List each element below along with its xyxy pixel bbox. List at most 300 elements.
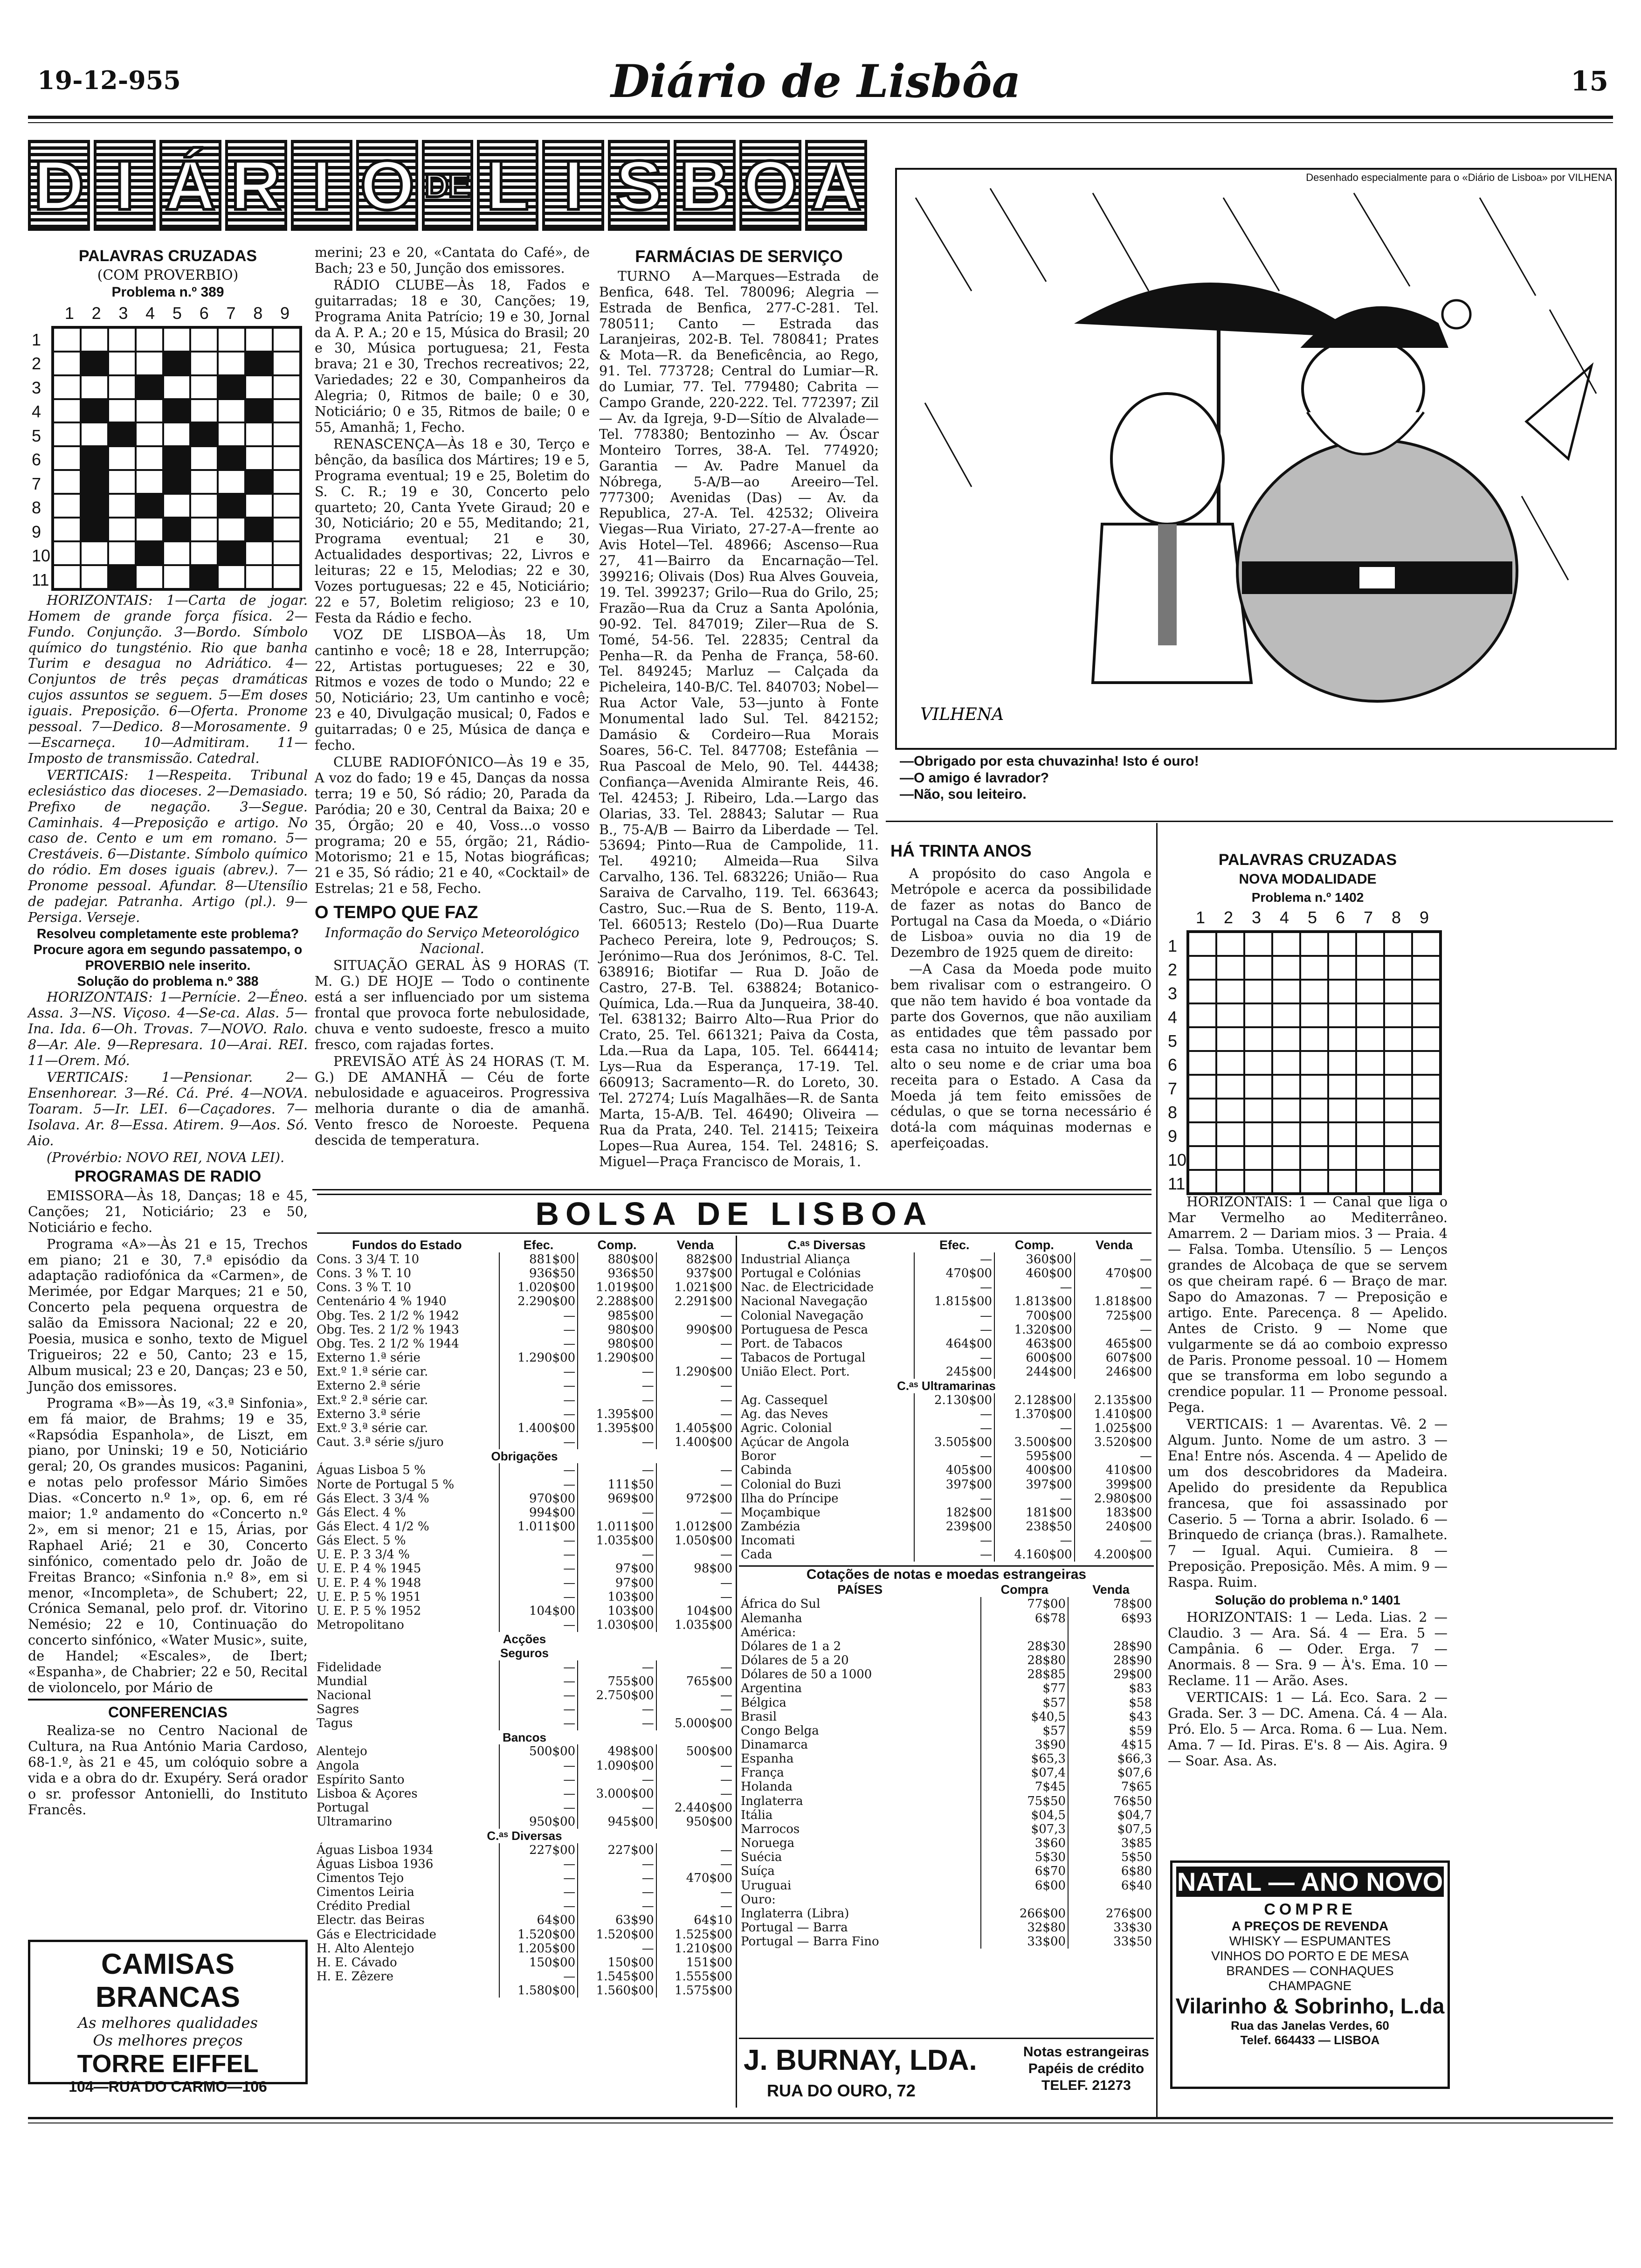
- table-cell: —: [499, 1660, 578, 1674]
- table-cell: Cada: [741, 1548, 772, 1562]
- table-row: [739, 1323, 1154, 1337]
- grid-cell: [1272, 1122, 1300, 1146]
- table-cell: Portugal e Colónias: [741, 1266, 861, 1281]
- table-cell: 63$90: [578, 1913, 656, 1927]
- crossword-1-procure: Procure agora em segundo passatempo, o PROVERBIO nele inserito.: [33, 942, 303, 973]
- table-cell: 3.000$00: [578, 1787, 656, 1801]
- bolsa-fundos-table: [315, 1238, 734, 1998]
- table-cell: 183$00: [1075, 1506, 1154, 1520]
- table-row: [739, 1520, 1154, 1534]
- table-cell: 1.813$00: [994, 1294, 1075, 1308]
- table-cell: Espanha: [741, 1752, 794, 1766]
- table-row: [315, 1871, 734, 1885]
- table-cell: —: [656, 1548, 734, 1562]
- table-cell: Externo 2.ª série: [317, 1379, 421, 1393]
- table-cell: $58: [1068, 1696, 1154, 1710]
- table-row: [739, 1266, 1154, 1280]
- table-cell: —: [656, 1478, 734, 1492]
- grid-cell: [1328, 956, 1356, 980]
- table-cell: 880$00: [578, 1252, 656, 1266]
- table-cell: —: [656, 1337, 734, 1351]
- table-cell: —: [578, 1871, 656, 1885]
- table-cell: 1.021$00: [656, 1280, 734, 1294]
- table-cell: —: [656, 1759, 734, 1773]
- ad-camisas-line3: Os melhores preços: [93, 2032, 243, 2049]
- table-cell: —: [994, 1280, 1075, 1294]
- grid-cell: [1216, 956, 1244, 980]
- table-row: [315, 1702, 734, 1716]
- table-cell: —: [499, 1534, 578, 1548]
- table-row: [315, 1815, 734, 1829]
- table-row: [739, 1463, 1154, 1477]
- grid-cell: [108, 565, 136, 589]
- table-cell: 1.035$00: [578, 1534, 656, 1548]
- table-cell: Externo 1.ª série: [317, 1351, 421, 1365]
- table-cell: Águas Lisboa 1934: [317, 1843, 434, 1857]
- table-cell: 103$00: [578, 1590, 656, 1604]
- radio-voz-lisboa: VOZ DE LISBOA—Às 18, Um cantinho e você; 18 e 28, Interrupção; 22, Artistas portugueses; 22 e 30, Ritmos e vozes de todo o Mundo; 22 e 50, Noticiário; 23, Um cantinho e você; 23 e 40, Divulgação musical; 0, Fados e guitarradas; 0 e 25, Música de dança e fecho.: [315, 627, 590, 754]
- table-row: [315, 1365, 734, 1379]
- table-cell: 28$85: [981, 1667, 1068, 1681]
- grid-cell: [1244, 1027, 1272, 1051]
- grid-cell: [1216, 1122, 1244, 1146]
- table-cell: 1.210$00: [656, 1942, 734, 1956]
- table-cell: —: [656, 1407, 734, 1421]
- table-cell: 465$00: [1075, 1337, 1154, 1351]
- ad-burnay-address: RUA DO OURO, 72: [767, 2081, 916, 2100]
- grid-cell: [1188, 1003, 1216, 1027]
- table-row: [739, 1337, 1154, 1351]
- table-row: [315, 1534, 734, 1548]
- table-row: [739, 1766, 1154, 1780]
- grid-cell: [245, 375, 273, 399]
- table-cell: —: [499, 1716, 578, 1730]
- crossword-2-sol-title: Solução do problema n.º 1401: [1215, 1593, 1400, 1608]
- table-section: Acções: [503, 1632, 546, 1646]
- grid-cell: [1244, 956, 1272, 980]
- table-cell: 3.505$00: [914, 1435, 994, 1449]
- grid-cell: [273, 565, 300, 589]
- table-row: [739, 1879, 1154, 1893]
- table-cell: 5$30: [981, 1850, 1068, 1864]
- table-cell: Congo Belga: [741, 1723, 819, 1738]
- grid-cell: [1188, 1146, 1216, 1170]
- table-header-cell: Comp.: [1014, 1238, 1054, 1252]
- grid-cell: [1300, 1122, 1328, 1146]
- grid-cell: [1412, 1099, 1440, 1122]
- ad-natal-phone: Telef. 664433 — LISBOA: [1240, 2033, 1380, 2047]
- grid-cell: [1328, 1075, 1356, 1099]
- table-row: [739, 1280, 1154, 1294]
- logo-letter: O: [356, 140, 418, 231]
- table-cell: —: [499, 1309, 578, 1323]
- ad-camisas-line2: As melhores qualidades: [78, 2014, 258, 2032]
- table-cell: 470$00: [1075, 1266, 1154, 1280]
- table-cell: $57: [981, 1696, 1068, 1710]
- table-cell: 882$00: [656, 1252, 734, 1266]
- table-row: [739, 1738, 1154, 1752]
- table-row: [739, 1850, 1154, 1864]
- table-cell: Cimentos Tejo: [317, 1871, 404, 1885]
- grid-cell: [1328, 1051, 1356, 1075]
- table-cell: 6$78: [981, 1611, 1068, 1625]
- ad-natal-l4: WHISKY — ESPUMANTES: [1229, 1934, 1391, 1948]
- grid-cell: [1244, 1146, 1272, 1170]
- table-cell: 3$60: [981, 1836, 1068, 1850]
- grid-cell: [163, 541, 191, 565]
- grid-cell: [1300, 1051, 1328, 1075]
- table-cell: Cabinda: [741, 1463, 792, 1478]
- table-cell: Obg. Tes. 2 1/2 % 1943: [317, 1322, 459, 1337]
- tempo-subtitle: Informação do Serviço Meteorológico Nacional.: [325, 925, 579, 957]
- crossword-1-solucao-title: Solução do problema n.º 388: [77, 974, 259, 989]
- logo-letter: I: [291, 140, 353, 231]
- table-cell: $07,4: [981, 1766, 1068, 1780]
- crossword-1-horizontais: HORIZONTAIS: 1—Carta de jogar. Homem de grande força física. 2—Fundo. Conjunção. 3—Bordo. Símbolo químico do tungsténio. Rio que banha Turim e desagua no Adriático. 4—Conjuntos de três peças dramáticas cujos assuntos se seguem. 5—Em doses iguais. Preposição. 6—Oferta. Pronome pessoal. 7—Dedico. 8—Morosamente. 9—Escarneça. 10—Admitiram. 11—Imposto de transmissão. Catedral.: [28, 592, 308, 766]
- radio-emissora: EMISSORA—Às 18, Danças; 18 e 45, Canções; 21, Noticiário; 23 e 50, Noticiário e fecho.: [28, 1188, 308, 1235]
- table-cell: Externo 3.ª série: [317, 1407, 421, 1421]
- table-cell: —: [914, 1421, 994, 1435]
- table-row: [739, 1681, 1154, 1695]
- grid-cell: [218, 352, 245, 375]
- grid-cell: [81, 375, 108, 399]
- table-cell: 397$00: [914, 1478, 994, 1492]
- table-cell: 75$50: [981, 1794, 1068, 1808]
- table-header-cell: Compra: [1000, 1583, 1048, 1597]
- table-cell: 33$50: [1068, 1935, 1154, 1949]
- ad-natal-l3: A PREÇOS DE REVENDA: [1231, 1919, 1389, 1933]
- grid-cell: [1328, 1170, 1356, 1194]
- table-cell: Inglaterra: [741, 1794, 803, 1808]
- table-cell: —: [578, 1899, 656, 1913]
- grid-cell: [218, 565, 245, 589]
- grid-cell: [1356, 956, 1384, 980]
- table-cell: —: [656, 1506, 734, 1520]
- grid-cell: [1300, 1027, 1328, 1051]
- table-cell: —: [499, 1393, 578, 1407]
- grid-cell: [1216, 980, 1244, 1003]
- table-cell: Açúcar de Angola: [741, 1435, 849, 1450]
- grid-cell: [190, 494, 218, 518]
- table-cell: 994$00: [499, 1506, 578, 1520]
- table-cell: $83: [1068, 1681, 1154, 1695]
- grid-cell: [1272, 1003, 1300, 1027]
- grid-cell: [1188, 1051, 1216, 1075]
- grid-cell: [53, 375, 81, 399]
- table-cell: 32$80: [981, 1921, 1068, 1935]
- grid-cell: [245, 352, 273, 375]
- table-row: [739, 1294, 1154, 1308]
- table-cell: 1.030$00: [578, 1618, 656, 1632]
- table-cell: 2.130$00: [914, 1393, 994, 1407]
- table-cell: U. E. P. 4 % 1945: [317, 1562, 421, 1576]
- ad-natal-vendor: Vilarinho & Sobrinho, L.da: [1175, 1994, 1445, 2018]
- grid-cell: [108, 328, 136, 352]
- table-header: [315, 1238, 734, 1252]
- table-cell: 1.818$00: [1075, 1294, 1154, 1308]
- grid-cell: [1384, 1075, 1412, 1099]
- grid-cell: [1384, 932, 1412, 956]
- grid-cell: [136, 375, 163, 399]
- table-cell: Moçambique: [741, 1505, 820, 1520]
- table-cell: —: [499, 1562, 578, 1576]
- table-cell: 28$90: [1068, 1653, 1154, 1667]
- table-cell: Portugal — Barra: [741, 1921, 848, 1935]
- logo-letter: DE: [422, 140, 473, 231]
- table-cell: 405$00: [914, 1463, 994, 1477]
- table-cell: 2.135$00: [1075, 1393, 1154, 1407]
- grid-cell: [1272, 1099, 1300, 1122]
- table-cell: —: [656, 1351, 734, 1365]
- table-header-cell: PAÍSES: [837, 1583, 883, 1597]
- grid-cell: [1356, 1003, 1384, 1027]
- logo-letter: B: [674, 140, 736, 231]
- table-cell: —: [656, 1576, 734, 1590]
- grid-cell: [1188, 956, 1216, 980]
- table-cell: —: [499, 1548, 578, 1562]
- table-cell: 410$00: [1075, 1463, 1154, 1477]
- radio-col2-p1: merini; 23 e 20, «Cantata do Café», de Bach; 23 e 50, Junção dos emissores.: [315, 245, 590, 276]
- table-cell: U. E. P. 4 % 1948: [317, 1576, 421, 1590]
- grid-cell: [1188, 1027, 1216, 1051]
- table-row: [315, 1351, 734, 1365]
- crossword-1-solucao-h: HORIZONTAIS: 1—Pernície. 2—Éneo. Assa. 3—NS. Viçoso. 4—Se-ca. Alas. 5—Ina. Ida. 6—Oh. Trovas. 7—NOVO. Ralo. 8—Ar. Ale. 9—Represara. 10—Arai. REI. 11—Orem. Mó.: [28, 989, 308, 1069]
- table-row: [739, 1597, 1154, 1611]
- table-cell: 2.440$00: [656, 1801, 734, 1815]
- table-cell: Tagus: [317, 1716, 353, 1731]
- table-cell: 28$90: [1068, 1639, 1154, 1653]
- table-cell: América:: [741, 1625, 796, 1639]
- grid-cell: [190, 328, 218, 352]
- table-cell: [1068, 1893, 1154, 1907]
- table-section: C.ᵃˢ Diversas: [487, 1829, 562, 1843]
- table-cell: Gás e Electricidade: [317, 1927, 437, 1942]
- table-cell: Obg. Tes. 2 1/2 % 1944: [317, 1336, 459, 1351]
- ha-trinta-anos-article: [890, 839, 1151, 1152]
- grid-cell: [81, 399, 108, 423]
- grid-cell: [136, 565, 163, 589]
- table-cell: —: [499, 1857, 578, 1871]
- table-cell: —: [578, 1506, 656, 1520]
- table-cell: —: [914, 1548, 994, 1562]
- table-row: [315, 1393, 734, 1407]
- grid-cell: [1216, 932, 1244, 956]
- crossword-1-solucao-v: VERTICAIS: 1—Pensionar. 2—Ensenhorear. 3—Ré. Cá. Pré. 4—NOVA. Toaram. 5—Ir. LEI. 6—Caçadores. 7—Isolava. Ar. 8—Essa. Atirem. 9—Aos. Só. Aio.: [28, 1070, 308, 1148]
- table-row: [739, 1808, 1154, 1822]
- table-cell: 360$00: [994, 1252, 1075, 1266]
- grid-cell: [1412, 1146, 1440, 1170]
- table-cell: —: [994, 1492, 1075, 1506]
- table-cell: Industrial Aliança: [741, 1252, 850, 1266]
- table-cell: Portugal — Barra Fino: [741, 1935, 879, 1949]
- grid-cell: [163, 422, 191, 446]
- table-row: [315, 1478, 734, 1492]
- grid-cell: [273, 352, 300, 375]
- masthead-rule-thin: [28, 122, 1613, 123]
- grid-cell: [1244, 1122, 1272, 1146]
- table-cell: 4.160$00: [994, 1548, 1075, 1562]
- table-row: [739, 1393, 1154, 1407]
- grid-cell: [1412, 1051, 1440, 1075]
- grid-cell: [163, 470, 191, 494]
- table-cell: Alemanha: [741, 1611, 802, 1625]
- grid-cell: [190, 470, 218, 494]
- table-row: [315, 1984, 734, 1998]
- crossword-2-grid: [1186, 930, 1442, 1195]
- logo-letter: A: [805, 140, 867, 231]
- grid-cell: [1384, 1099, 1412, 1122]
- grid-cell: [1300, 1170, 1328, 1194]
- table-cell: $43: [1068, 1710, 1154, 1724]
- grid-cell: [218, 375, 245, 399]
- table-cell: [1068, 1625, 1154, 1639]
- cartoon-illustration: [897, 170, 1611, 744]
- ad-burnay-notas: Notas estrangeiras: [1023, 2044, 1149, 2060]
- table-cell: Angola: [317, 1758, 359, 1773]
- table-cell: 150$00: [578, 1956, 656, 1970]
- grid-cell: [1328, 1099, 1356, 1122]
- grid-cell: [1328, 1003, 1356, 1027]
- table-cell: Uruguai: [741, 1878, 792, 1893]
- grid-cell: [1188, 1099, 1216, 1122]
- grid-cell: [1300, 956, 1328, 980]
- grid-cell: [53, 422, 81, 446]
- crossword-2-title: PALAVRAS CRUZADAS: [1218, 851, 1397, 869]
- table-cell: Cons. 3 % T. 10: [317, 1280, 412, 1295]
- table-row: [315, 1801, 734, 1815]
- grid-cell: [1216, 1146, 1244, 1170]
- grid-2-row-numbers: 1 2 3 4 5 6 7 8 9 10 11: [1168, 936, 1187, 1194]
- grid-cell: [136, 541, 163, 565]
- table-cell: 245$00: [914, 1365, 994, 1379]
- table-cell: 1.370$00: [994, 1407, 1075, 1421]
- grid-cell: [1384, 1170, 1412, 1194]
- grid-cell: [190, 352, 218, 375]
- ad-camisas-store: TORRE EIFFEL: [77, 2050, 259, 2078]
- table-cell: —: [578, 1716, 656, 1730]
- grid-cell: [218, 399, 245, 423]
- grid-cell: [245, 422, 273, 446]
- table-cell: 64$10: [656, 1913, 734, 1927]
- table-cell: $59: [1068, 1724, 1154, 1738]
- table-cell: 2.291$00: [656, 1294, 734, 1308]
- conferencias-text: Realiza-se no Centro Nacional de Cultura, na Rua António Maria Cardoso, 68-1.º, às 21 e 45, um colóquio sobre a vida e a obra do dr. Exupéry. Será orador o sr. professor Antonielli, do Instituto Francês.: [28, 1722, 308, 1818]
- table-cell: 181$00: [994, 1506, 1075, 1520]
- table-cell: 64$00: [499, 1913, 578, 1927]
- table-cell: Colonial do Buzi: [741, 1477, 841, 1492]
- grid-cell: [1356, 1122, 1384, 1146]
- table-cell: Ag. das Neves: [741, 1407, 828, 1421]
- table-cell: 1.290$00: [578, 1351, 656, 1365]
- table-cell: Águas Lisboa 1936: [317, 1857, 434, 1871]
- table-cell: Boror: [741, 1449, 776, 1464]
- table-cell: Ag. Cassequel: [741, 1393, 828, 1407]
- grid-cell: [81, 518, 108, 541]
- grid-cell: [1356, 1099, 1384, 1122]
- table-cell: 881$00: [499, 1252, 578, 1266]
- crossword-2-sol-v: VERTICAIS: 1 — Lá. Eco. Sara. 2 — Grada. Ser. 3 — DC. Amena. Cá. 4 — Ala. Pró. Elo. 5 — Arca. Roma. 6 — Lua. Nem. Ama. 7 — Id. Piras. E's. 8 — Ais. Agira. 9 — Soar. Asa. As.: [1168, 1689, 1448, 1769]
- table-cell: 1.520$00: [578, 1928, 656, 1942]
- table-cell: 970$00: [499, 1492, 578, 1506]
- logo-letter: R: [225, 140, 287, 231]
- grid-cell: [1412, 1027, 1440, 1051]
- grid-cell: [136, 422, 163, 446]
- logo-letter: D: [28, 140, 90, 231]
- cartoon-caption-2: —O amigo é lavrador?: [900, 770, 1049, 786]
- grid-cell: [1216, 1027, 1244, 1051]
- table-cell: $04,7: [1068, 1808, 1154, 1822]
- table-cell: Colonial Navegação: [741, 1308, 863, 1323]
- grid-cell: [1384, 1051, 1412, 1075]
- table-row: [315, 1660, 734, 1674]
- table-cell: 227$00: [578, 1843, 656, 1857]
- table-header-cell: Fundos do Estado: [352, 1238, 462, 1252]
- table-cell: Espírito Santo: [317, 1772, 405, 1787]
- ad-camisas-headline: CAMISAS BRANCAS: [96, 1948, 240, 2013]
- table-cell: 498$00: [578, 1744, 656, 1758]
- table-cell: —: [578, 1463, 656, 1477]
- table-cell: $04,5: [981, 1808, 1068, 1822]
- table-cell: 111$50: [578, 1478, 656, 1492]
- table-cell: 1.815$00: [914, 1294, 994, 1308]
- grid-cell: [273, 375, 300, 399]
- table-cell: $07,5: [1068, 1822, 1154, 1836]
- table-cell: —: [499, 1871, 578, 1885]
- table-cell: 182$00: [914, 1506, 994, 1520]
- table-cell: 460$00: [994, 1266, 1075, 1280]
- farmacias-title: FARMÁCIAS DE SERVIÇO: [635, 247, 843, 266]
- table-cell: —: [499, 1618, 578, 1632]
- logo-letter: I: [94, 140, 156, 231]
- table-cell: Alentejo: [317, 1744, 367, 1759]
- table-cell: Brasil: [741, 1709, 777, 1724]
- table-row: [315, 1407, 734, 1421]
- grid-cell: [1272, 1051, 1300, 1075]
- table-header-cell: Efec.: [523, 1238, 554, 1252]
- grid-cell: [218, 541, 245, 565]
- grid-cell: [190, 541, 218, 565]
- table-cell: —: [499, 1379, 578, 1393]
- table-header-cell: C.ᵃˢ Diversas: [787, 1238, 866, 1252]
- grid-cell: [273, 518, 300, 541]
- grid-cell: [1272, 1146, 1300, 1170]
- table-cell: Gás Elect. 5 %: [317, 1534, 406, 1548]
- table-cell: —: [578, 1379, 656, 1393]
- grid-cell: [163, 494, 191, 518]
- table-header-cell: Comp.: [597, 1238, 637, 1252]
- table-section: Obrigações: [491, 1449, 558, 1464]
- table-cell: 6$93: [1068, 1611, 1154, 1625]
- table-cell: —: [578, 1435, 656, 1449]
- table-row: [315, 1266, 734, 1280]
- table-cell: 1.555$00: [656, 1970, 734, 1984]
- table-cell: 1.035$00: [656, 1618, 734, 1632]
- ad-camisas-address: 104—RUA DO CARMO—106: [69, 2078, 267, 2095]
- table-cell: 1.020$00: [499, 1280, 578, 1294]
- table-cell: 463$00: [994, 1337, 1075, 1351]
- table-row: [739, 1864, 1154, 1878]
- grid-cell: [273, 328, 300, 352]
- table-cell: —: [656, 1773, 734, 1787]
- table-cell: [981, 1625, 1068, 1639]
- table-cell: —: [578, 1660, 656, 1674]
- table-cell: 1.560$00: [578, 1984, 656, 1998]
- table-cell: $66,3: [1068, 1752, 1154, 1766]
- table-row: [739, 1548, 1154, 1562]
- table-row: [315, 1463, 734, 1477]
- table-cell: —: [656, 1463, 734, 1477]
- table-row: [315, 1744, 734, 1758]
